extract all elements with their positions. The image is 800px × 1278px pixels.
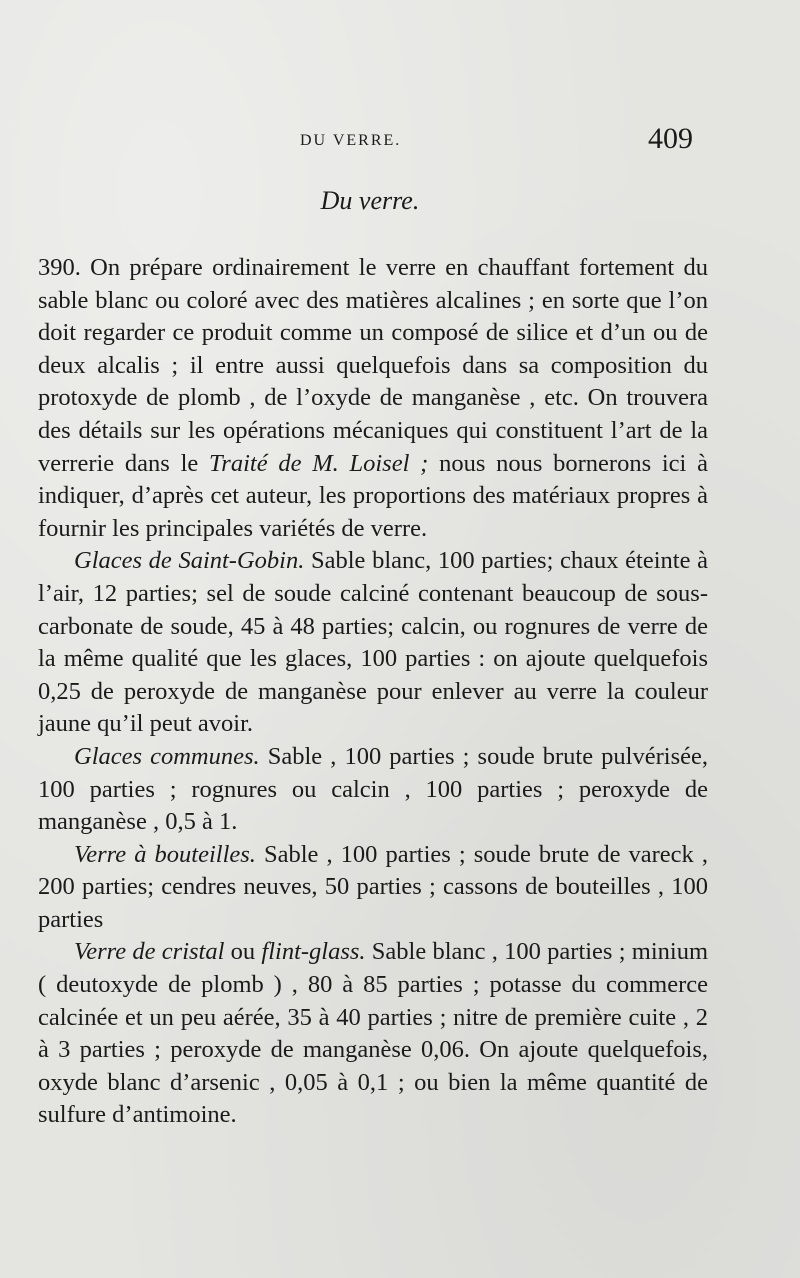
- paragraph-verre-cristal: [38, 936, 708, 1132]
- paragraph-text: Sable blanc , 100 parties ; minium ( deutoxyde de plomb ) , 80 à 85 parties ; potasse du commerce calcinée et un peu aérée, 35 à 40 parties ; nitre de première cuite , 2 à 3 parties ; peroxyde de manganèse 0,06. On ajoute quelquefois, oxyde blanc d’arsenic , 0,05 à 0,1 ; ou bien la même quantité de sulfure d’antimoine.: [38, 938, 708, 1129]
- body-text: [38, 252, 708, 1132]
- paragraph-connector: ou: [224, 938, 262, 966]
- running-head: [0, 122, 800, 158]
- paragraph-text: Sable , 100 parties ; soude brute de vareck , 200 parties; cendres neuves, 50 parties ; cassons de bouteilles , 100 parties: [38, 840, 708, 933]
- paragraph-number: 390.: [38, 254, 81, 281]
- section-title: Du verre.: [320, 186, 420, 215]
- paragraph-390: [38, 252, 708, 545]
- paragraph-text: Sable , 100 parties ; soude brute pulvérisée, 100 parties ; rognures ou calcin , 100 parties ; peroxyde de manganèse , 0,5 à 1.: [38, 742, 708, 836]
- paragraph-lead: Verre à bouteilles.: [74, 840, 256, 868]
- page-number: 409: [648, 122, 693, 155]
- paragraph-lead-secondary: flint-glass.: [261, 938, 366, 966]
- paragraph-text: On prépare ordinairement le verre en chauffant fortement du sable blanc ou coloré avec des matières alcalines ; en sorte que l’on doit regarder ce produit comme un composé de silice et d’un ou de deux alcalis ; il entre aussi quelquefois dans sa composition du protoxyde de plomb , de l’oxyde de manganèse , etc. On trouvera des détails sur les opérations mécaniques qui constituent l’art de la verrerie dans le: [38, 254, 709, 477]
- paragraph-text: Sable blanc, 100 parties; chaux éteinte à l’air, 12 parties; sel de soude calciné contenant beaucoup de sous-carbonate de soude, 45 à 48 parties; calcin, ou rognures de verre de la même qualité que les glaces, 100 parties : on ajoute quelquefois 0,25 de peroxyde de manganèse pour enlever au verre la couleur jaune qu’il peut avoir.: [38, 547, 708, 738]
- paragraph-verre-bouteilles: [38, 839, 708, 937]
- paragraph-glaces-communes: [38, 741, 708, 839]
- paragraph-text-continued: nous nous bornerons ici à indiquer, d’après cet auteur, les proportions des matériaux propres à fournir les principales variétés de verre.: [38, 449, 708, 542]
- paragraph-lead: Glaces communes.: [74, 742, 260, 770]
- paragraph-lead: Verre de cristal: [74, 938, 225, 966]
- paragraph-lead: Glaces de Saint-Gobin.: [74, 547, 305, 575]
- paragraph-glaces-saint-gobin: [38, 545, 708, 741]
- running-title: DU VERRE.: [300, 132, 402, 149]
- citation-italic: Traité de M. Loisel ;: [209, 449, 429, 477]
